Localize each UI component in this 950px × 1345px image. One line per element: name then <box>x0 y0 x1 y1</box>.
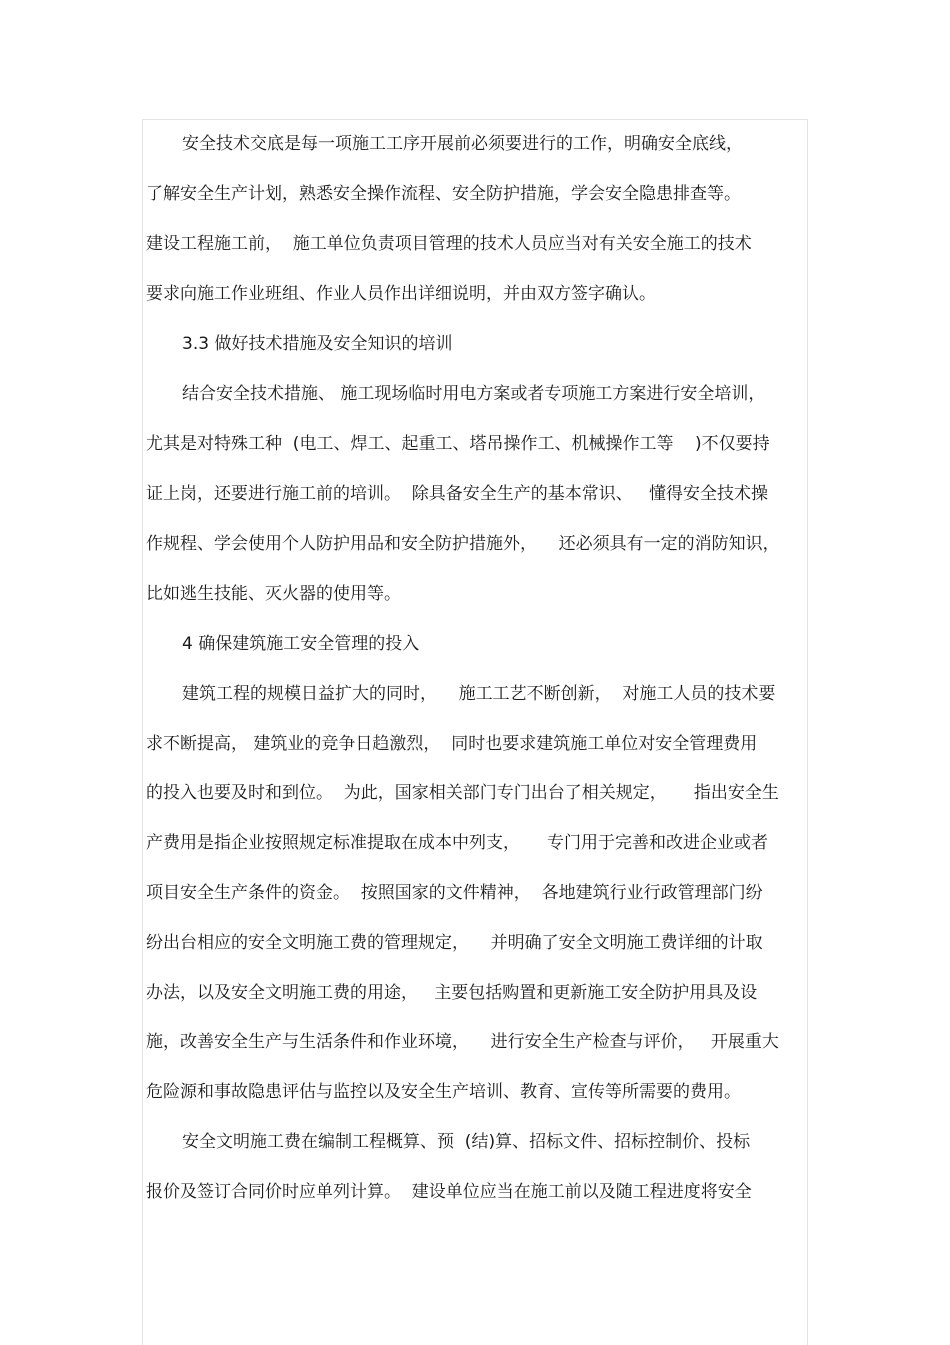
text-line: 危险源和事故隐患评估与监控以及安全生产培训、教育、宣传等所需要的费用。 <box>146 1082 741 1102</box>
text-line: 办法，以及安全文明施工费的用途， 主要包括购置和更新施工安全防护用具及设 <box>146 983 758 1003</box>
text-line: 项目安全生产条件的资金。 按照国家的文件精神， 各地建筑行业行政管理部门纷 <box>146 883 763 903</box>
text-line: 施，改善安全生产与生活条件和作业环境， 进行安全生产检查与评价， 开展重大 <box>146 1032 779 1052</box>
text-line: 建设工程施工前， 施工单位负责项目管理的技术人员应当对有关安全施工的技术 <box>146 234 752 254</box>
section-heading: 4 确保建筑施工安全管理的投入 <box>182 634 420 654</box>
text-line: 尤其是对特殊工种 (电工、焊工、起重工、塔吊操作工、机械操作工等 )不仅要持 <box>146 434 770 454</box>
text-line: 求不断提高， 建筑业的竞争日趋激烈， 同时也要求建筑施工单位对安全管理费用 <box>146 734 758 754</box>
text-line: 要求向施工作业班组、作业人员作出详细说明，并由双方签字确认。 <box>146 284 656 304</box>
text-line: 报价及签订合同价时应单列计算。 建设单位应当在施工前以及随工程进度将安全 <box>146 1182 752 1202</box>
text-line: 作规程、学会使用个人防护用品和安全防护措施外， 还必须具有一定的消防知识， <box>146 534 780 554</box>
text-line: 比如逃生技能、灭火器的使用等。 <box>146 584 401 604</box>
text-line: 纷出台相应的安全文明施工费的管理规定， 并明确了安全文明施工费详细的计取 <box>146 933 763 953</box>
text-line: 的投入也要及时和到位。 为此，国家相关部门专门出台了相关规定， 指出安全生 <box>146 783 779 803</box>
text-line: 证上岗，还要进行施工前的培训。 除具备安全生产的基本常识、 懂得安全技术操 <box>146 484 769 504</box>
text-line: 安全文明施工费在编制工程概算、预 (结)算、招标文件、招标控制价、投标 <box>182 1132 751 1152</box>
text-line: 安全技术交底是每一项施工工序开展前必须要进行的工作，明确安全底线， <box>182 134 743 154</box>
text-line: 产费用是指企业按照规定标准提取在成本中列支， 专门用于完善和改进企业或者 <box>146 833 769 853</box>
section-heading: 3.3 做好技术措施及安全知识的培训 <box>182 334 453 354</box>
text-line: 了解安全生产计划，熟悉安全操作流程、安全防护措施，学会安全隐患排查等。 <box>146 184 741 204</box>
text-line: 建筑工程的规模日益扩大的同时， 施工工艺不断创新， 对施工人员的技术要 <box>182 684 776 704</box>
text-line: 结合安全技术措施、 施工现场临时用电方案或者专项施工方案进行安全培训， <box>182 384 766 404</box>
